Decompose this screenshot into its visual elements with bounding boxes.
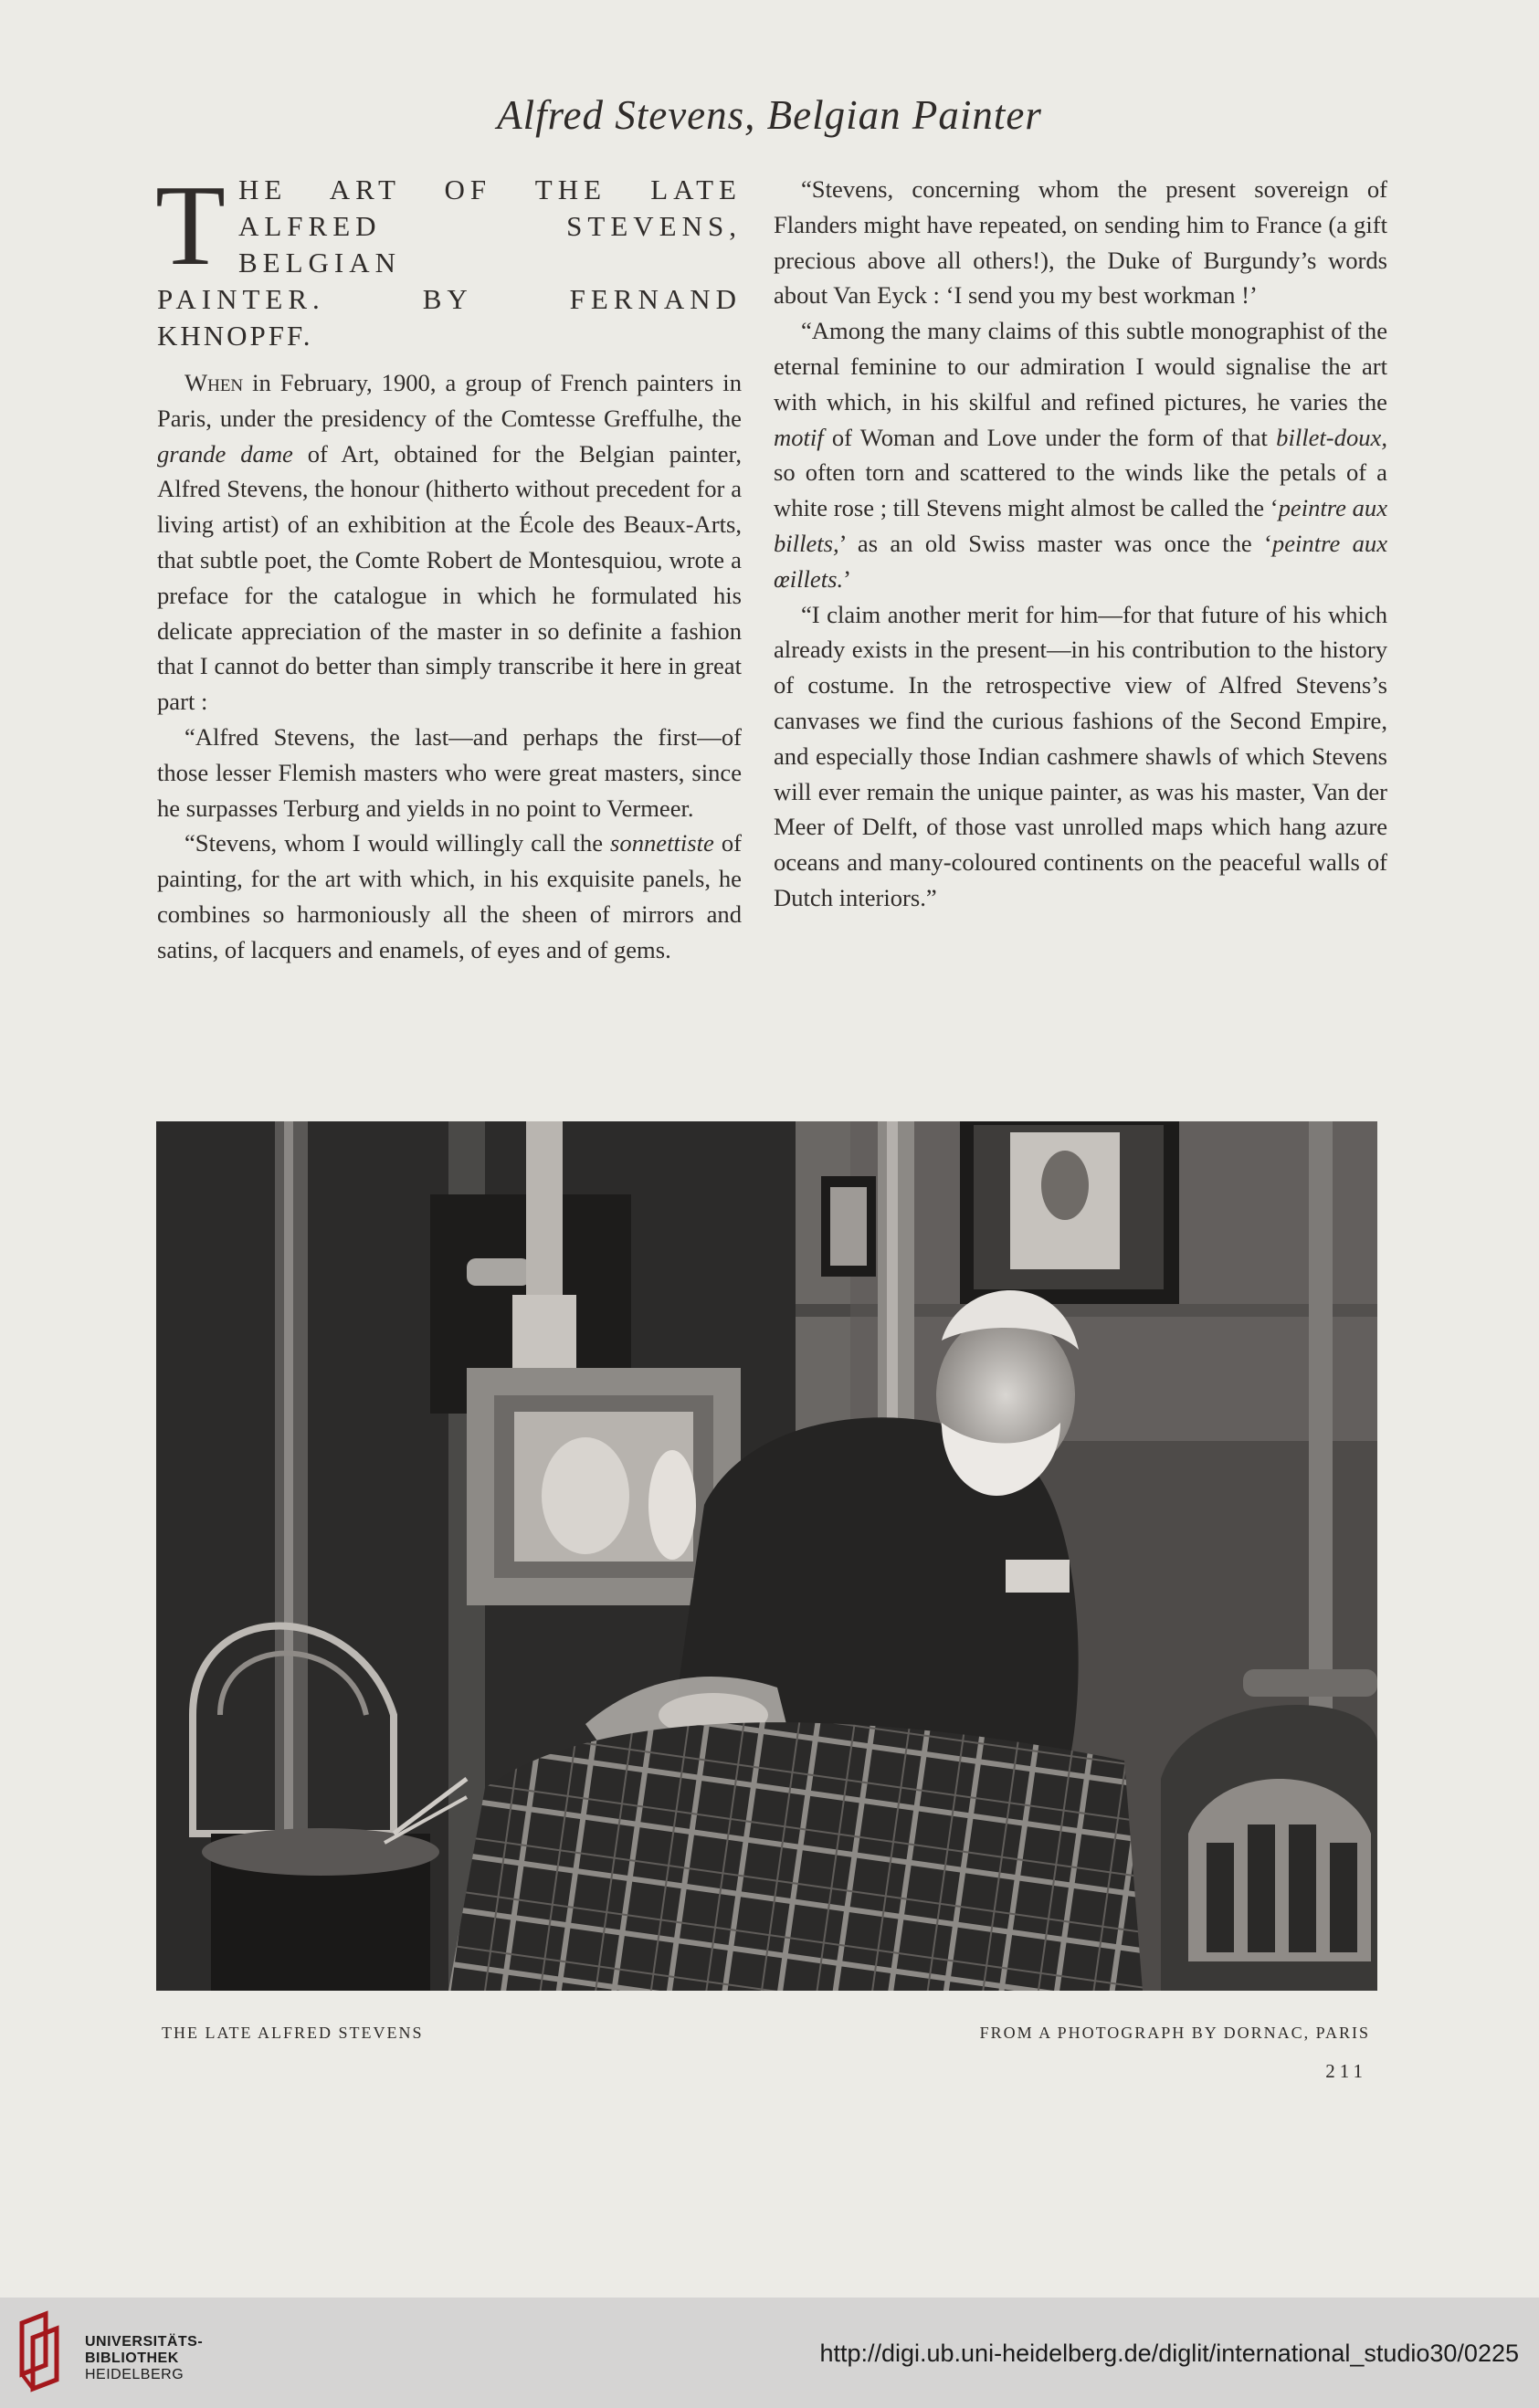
source-url-link[interactable]: http://digi.ub.uni-heidelberg.de/diglit/international_studio30/0225 — [819, 2340, 1519, 2367]
quote-paragraph-4: “Among the many claims of this subtle monographist of the eternal feminine to our admiration I would signalise the art with which, in his skilful and refined pictures, he varies the motif of Woman and Love under the form of that billet-doux, so often torn and scattered to the winds like the petals of a white rose ; till Stevens might almost be called the ‘peintre aux billets,’ as an old Swiss master was once the ‘peintre aux œillets.’ — [774, 317, 1388, 593]
intro-lead-word: When — [184, 369, 244, 396]
drop-cap: T — [155, 163, 226, 289]
right-column — [774, 172, 1387, 916]
article-headline-line-3: PAINTER. BY FERNAND — [157, 283, 742, 315]
page-number: 211 — [1325, 2060, 1367, 2082]
article-headline-line-2: ALFRED STEVENS, BELGIAN — [237, 210, 742, 279]
photo-caption-right: FROM A PHOTOGRAPH BY DORNAC, PARIS — [979, 2024, 1370, 2042]
photo-caption-left: THE LATE ALFRED STEVENS — [162, 2024, 424, 2042]
quote-paragraph-2: “Stevens, whom I would willingly call the sonnettiste of painting, for the art with which, in his exquisite panels, he combines so harmoniously all the sheen of mirrors and satins, of lacquers and enamels, of eyes and of gems. — [157, 829, 742, 963]
quote-paragraph-1: “Alfred Stevens, the last—and perhaps the first—of those lesser Flemish masters who were great masters, since he surpasses Terburg and yields in no point to Vermeer. — [157, 722, 742, 822]
article-headline-author: KHNOPFF. — [157, 320, 313, 352]
running-head: Alfred Stevens, Belgian Painter — [497, 92, 1042, 138]
digitization-footer — [0, 2298, 1539, 2408]
portrait-photograph — [156, 1121, 1377, 1991]
quote-paragraph-3: “Stevens, concerning whom the present sovereign of Flanders might have repeated, on sending him to France (a gift precious above all others!), the Duke of Burgundy’s words about Van Eyck : ‘I send you my best workman !’ — [774, 175, 1387, 310]
library-name: UNIVERSITÄTS- BIBLIOTHEK HEIDELBERG — [85, 2334, 204, 2382]
intro-paragraph: When in February, 1900, a group of French painters in Paris, under the presidency of the Comtesse Greffulhe, the grande dame of Art, obtained for the Belgian painter, Alfred Stevens, the honour (hitherto without precedent for a living artist) of an exhibition at the École des Beaux-Arts, that subtle poet, the Comte Robert de Montesquiou, wrote a preface for the catalogue in which he formulated his delicate appreciation of the master in so definite a fashion that I cannot do better than simply transcribe it here in great part : — [157, 369, 742, 716]
article-headline-line-1: HE ART OF THE LATE — [237, 174, 742, 205]
quote-paragraph-5: “I claim another merit for him—for that future of his which already exists in the present—in his contribution to the history of costume. In the retrospective view of Alfred Stevens’s canvases we find the curious fashions of the Second Empire, and especially those Indian cashmere shawls of which Stevens will ever remain the unique painter, as was his master, Van der Meer of Delft, of those vast unrolled maps which hang azure oceans and many-coloured continents on the peaceful walls of Dutch interiors.” — [774, 600, 1387, 911]
heidelberg-library-logo-icon — [15, 2310, 73, 2398]
left-column — [155, 163, 742, 968]
